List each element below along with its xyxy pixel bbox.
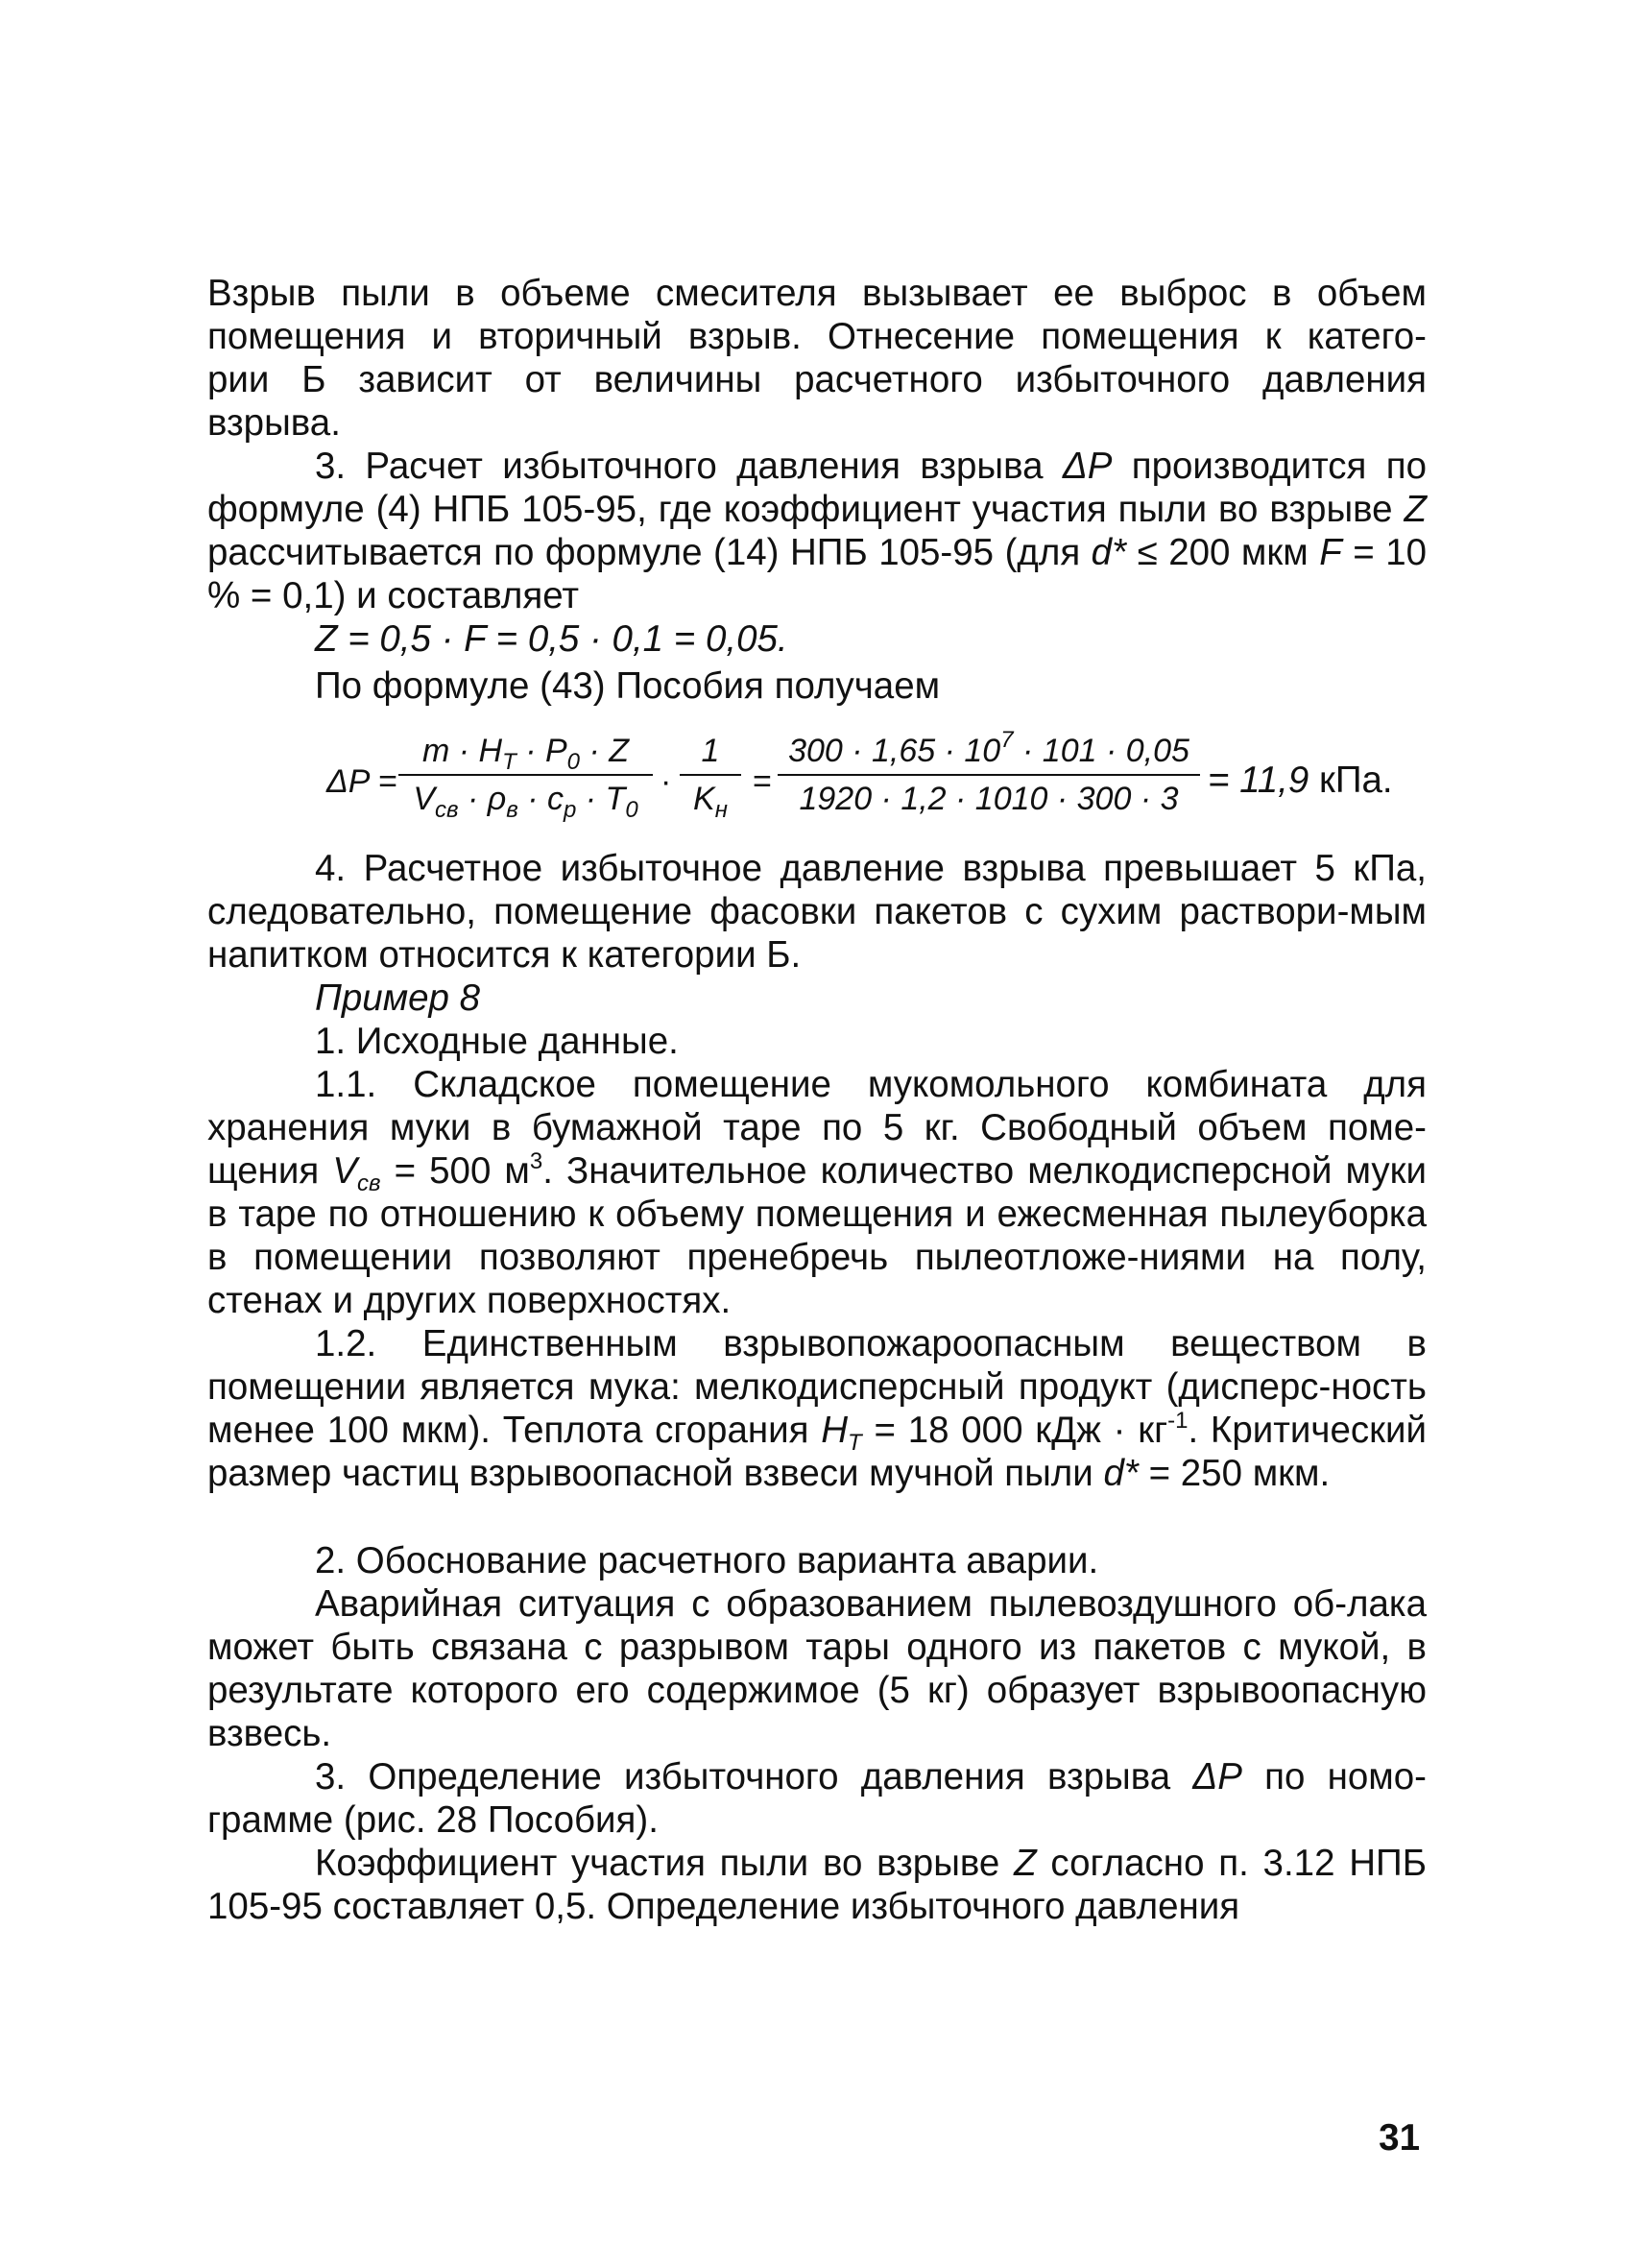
page-number: 31 xyxy=(1379,2117,1420,2159)
text: = 250 мкм. xyxy=(1148,1453,1331,1494)
numerator: $m \cdot H_T \cdot P_0 \cdot Z$ xyxy=(398,730,653,776)
superscript: -1 xyxy=(1167,1408,1189,1434)
fraction-kn xyxy=(680,730,741,823)
symbol-h: $H_T$ xyxy=(821,1410,862,1456)
text: по номо-грамме (рис. 28 Пособия). xyxy=(207,1756,1427,1841)
result-unit: кПа. xyxy=(1318,760,1393,801)
text: . Критический размер частиц взрывоопасной взвеси мучной пыли xyxy=(207,1410,1427,1494)
superscript: 3 xyxy=(529,1148,543,1174)
paragraph-line xyxy=(207,315,1427,358)
formula-result xyxy=(1208,759,1393,802)
paragraph-3 xyxy=(207,1755,1427,1842)
symbol-v: $V_{св}$ xyxy=(332,1150,381,1196)
paragraph-2: Аварийная ситуация с образованием пылевоздушного об-лака может быть связана с разрывом тары одного из пакетов с мукой, в результате которого его содержимое (5 кг) образует взрывоопасную взвесь. xyxy=(207,1583,1427,1754)
symbol-d: d* xyxy=(1103,1453,1139,1494)
text: Коэффициент участия пыли во взрыве xyxy=(315,1843,1000,1884)
paragraph-line xyxy=(207,401,341,445)
paragraph-line xyxy=(207,358,1427,401)
symbol-z: Z xyxy=(1404,489,1428,530)
text: ≤ 200 мкм xyxy=(1137,532,1309,573)
denominator: 1920 · 1,2 · 1010 · 300 · 3 xyxy=(799,781,1179,817)
text: 3. Расчет избыточного давления взрыва xyxy=(315,446,1044,487)
text: . Значительное количество мелкодисперсной муки в таре по отношению к объему помещения и ежесменная пылеуборка в помещении позволяют пренебречь пылеотложе-ниями на полу, стенах и других поверхностях. xyxy=(207,1150,1427,1321)
numerator: $300 \cdot 1,65 \cdot 10^7 \cdot 101 \cdot 0,05$ xyxy=(778,730,1200,776)
paragraph-conclusion: 4. Расчетное избыточное давление взрыва превышает 5 кПа, следовательно, помещение фасовки пакетов с сухим раствори-мым напитком относится к категории Б. xyxy=(207,848,1427,976)
denominator: $V_{св} \cdot \rho_в \cdot c_p \cdot T_0$ xyxy=(413,781,638,823)
text: помещения и вторичный взрыв. Отнесение помещения к катего- xyxy=(207,316,1427,357)
section-2-heading: 2. Обоснование расчетного варианта аварии. xyxy=(315,1540,1099,1581)
numerator: 1 xyxy=(680,730,741,776)
text: согласно п. 3.12 НПБ 105-95 составляет 0,5. Определение избыточного давления xyxy=(207,1843,1427,1927)
fraction-numeric xyxy=(778,727,1200,820)
text: рии Б зависит от величины расчетного избыточного давления xyxy=(207,359,1427,400)
dp-formula xyxy=(307,727,1421,835)
z-formula: Z = 0,5 · F = 0,5 · 0,1 = 0,05. xyxy=(315,618,788,660)
symbol-f: F xyxy=(1319,532,1342,573)
text: 3. Определение избыточного давления взрыва xyxy=(315,1756,1171,1798)
result-value: = 11,9 xyxy=(1208,760,1309,801)
paragraph-1-1 xyxy=(207,1063,1427,1322)
fraction-main xyxy=(398,730,653,823)
text: производится по формуле (4) НПБ 105-95, где коэффициент участия пыли во взрыве xyxy=(207,446,1427,530)
equals-sign: = xyxy=(753,763,772,800)
symbol-d: d* xyxy=(1091,532,1127,573)
text: = 18 000 кДж · кг xyxy=(874,1410,1168,1451)
text: взрыва. xyxy=(207,402,341,444)
text: рассчитывается по формуле (14) НПБ 105-95 (для xyxy=(207,532,1081,573)
symbol-z: Z xyxy=(1014,1843,1037,1884)
section-1-heading: 1. Исходные данные. xyxy=(315,1021,679,1062)
text: 1.2. Единственным взрывопожароопасным веществом в помещении является мука: мелкодисперсный продукт (дисперс-ность менее 100 мкм). Теплота сгорания xyxy=(207,1323,1427,1451)
text: 1.1. Складское помещение мукомольного комбината для хранения муки в бумажной таре по 5 кг. Свободный объем поме-щения xyxy=(207,1064,1427,1192)
formula-lhs: ΔP = xyxy=(326,763,397,800)
multiply-dot: · xyxy=(660,763,672,800)
text: = 10 % = 0,1) и составляет xyxy=(207,532,1428,616)
formula-intro: По формуле (43) Пособия получаем xyxy=(315,665,941,707)
paragraph-3-text xyxy=(207,1842,1427,1928)
text: = 500 м xyxy=(394,1150,530,1192)
example-title: Пример 8 xyxy=(315,977,481,1019)
paragraph-line xyxy=(207,272,1427,315)
denominator: $K_н$ xyxy=(693,781,728,823)
symbol-dp: ΔP xyxy=(1062,446,1113,487)
paragraph-1-2 xyxy=(207,1322,1427,1495)
paragraph-calc-dp xyxy=(207,445,1427,617)
text: Взрыв пыли в объеме смесителя вызывает ее выброс в объем xyxy=(207,273,1427,314)
symbol-dp: ΔP xyxy=(1192,1756,1242,1798)
